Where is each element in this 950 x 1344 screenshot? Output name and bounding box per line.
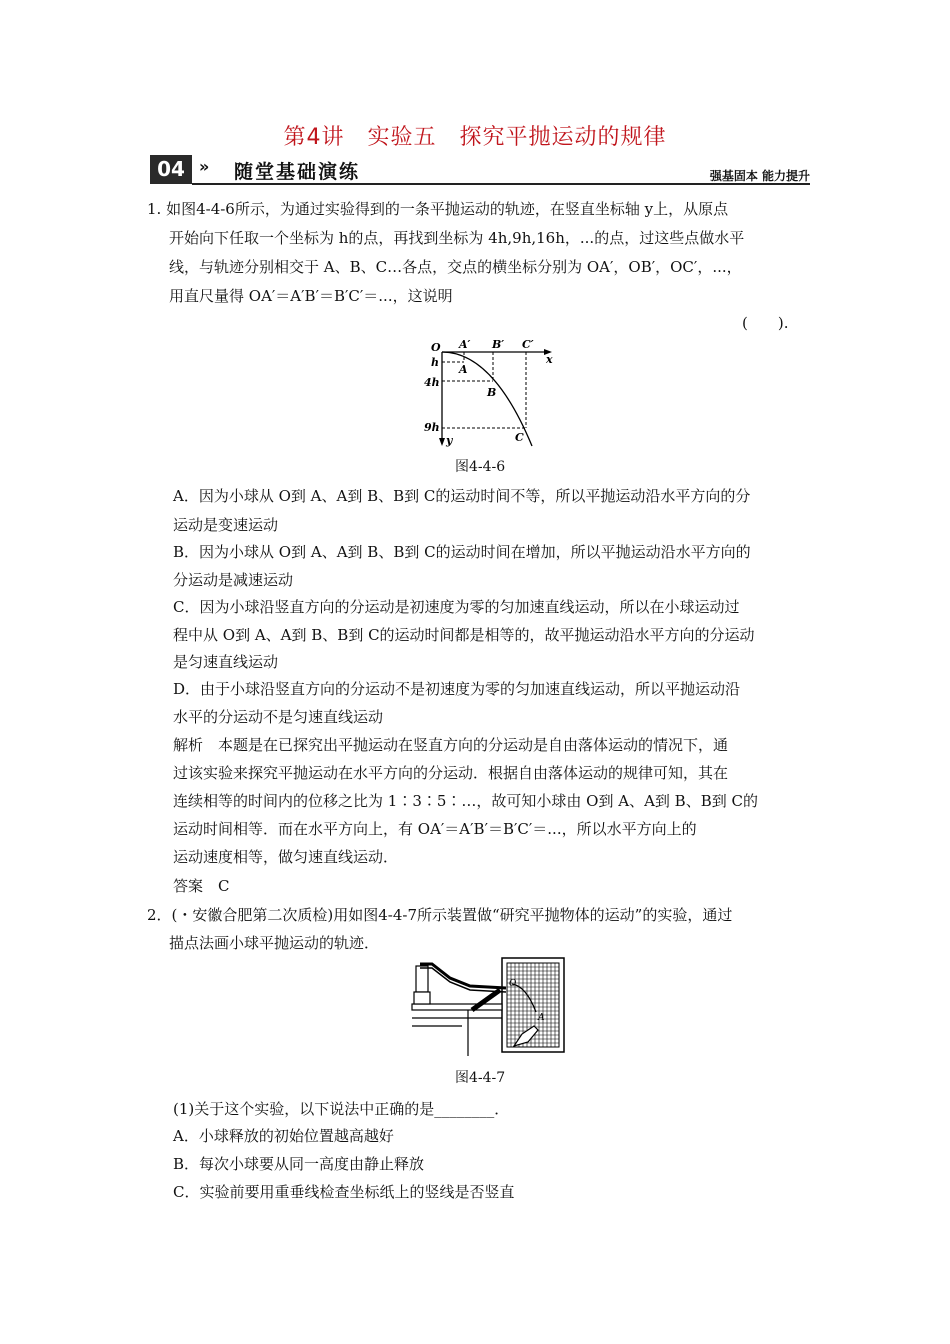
q1-option-b-line-2: 分运动是减速运动 [173, 571, 294, 589]
q1-answer: 答案 C [173, 877, 230, 895]
label-b: B [487, 386, 497, 399]
q1-option-c-line-1: C．因为小球沿竖直方向的分运动是初速度为零的匀加速直线运动，所以在小球运动过 [173, 598, 740, 616]
section-banner [150, 155, 810, 185]
q1-option-c-line-2: 程中从 O到 A、A到 B、B到 C的运动时间都是相等的，故平抛运动沿水平方向的分运动 [173, 626, 755, 644]
q2-option-a: A．小球释放的初始位置越高越好 [173, 1127, 394, 1145]
q1-analysis-line-1: 解析 本题是在已探究出平抛运动在竖直方向的分运动是自由落体运动的情况下，通 [173, 736, 729, 754]
label-x: x [546, 353, 553, 366]
q1-analysis-line-5: 运动速度相等，做匀速直线运动． [173, 848, 399, 866]
section-name: 随堂基础演练 [234, 161, 361, 183]
section-slogan: 强基固本 能力提升 [709, 169, 810, 183]
projection-lines [442, 352, 526, 428]
answer-paren: ( ). [742, 314, 789, 332]
label-b-prime: B′ [492, 338, 505, 351]
q1-option-c-line-3: 是匀速直线运动 [173, 653, 279, 671]
q2-sub-question-1: (1)关于这个实验，以下说法中正确的是________． [173, 1100, 510, 1118]
q2-option-b: B．每次小球要从同一高度由静止释放 [173, 1155, 425, 1173]
label-c: C [515, 431, 524, 444]
label-o: O [509, 979, 517, 989]
q1-option-a-line-1: A．因为小球从 O到 A、A到 B、B到 C的运动时间不等，所以平抛运动沿水平方向的分 [173, 487, 751, 505]
q1-option-b-line-1: B．因为小球从 O到 A、A到 B、B到 C的运动时间在增加，所以平抛运动沿水平方向的 [173, 543, 751, 561]
q2-option-c: C．实验前要用重垂线检查坐标纸上的竖线是否竖直 [173, 1183, 515, 1201]
label-4h: 4h [424, 376, 440, 389]
figure-4-4-6-caption: 图4-4-6 [455, 459, 506, 475]
q1-line-3: 线，与轨迹分别相交于 A、B、C…各点，交点的横坐标分别为 OA′，OB′，OC′，...， [169, 258, 742, 276]
label-o: O [431, 341, 441, 354]
q1-option-a-line-2: 运动是变速运动 [173, 516, 279, 534]
q1-line-1: 1. 如图4-4-6所示，为通过实验得到的一条平抛运动的轨迹，在竖直坐标轴 y上，从原点 [147, 200, 729, 218]
q1-analysis-line-2: 过该实验来探究平抛运动在水平方向的分运动．根据自由落体运动的规律可知，其在 [173, 764, 729, 782]
launch-track [420, 964, 506, 988]
q1-line-2: 开始向下任取一个坐标为 h的点，再找到坐标为 4h,9h,16h，...的点，过这些点做水平 [169, 229, 745, 247]
figure-4-4-7-caption: 图4-4-7 [455, 1070, 506, 1086]
q1-option-d-line-1: D．由于小球沿竖直方向的分运动不是初速度为零的匀加速直线运动，所以平抛运动沿 [173, 680, 741, 698]
q1-line-4: 用直尺量得 OA′＝A′B′＝B′C′＝...，这说明 [169, 287, 453, 305]
chevron-icon: » [199, 157, 210, 176]
label-a-prime: A′ [459, 338, 471, 351]
label-y: y [446, 434, 453, 447]
q2-line-2: 描点法画小球平抛运动的轨迹． [169, 934, 380, 952]
label-c-prime: C′ [522, 338, 534, 351]
q1-analysis-line-3: 连续相等的时间内的位移之比为 1∶3∶5∶…，故可知小球由 O到 A、A到 B、B到 C的 [173, 792, 758, 810]
figure-4-4-7 [410, 956, 570, 1056]
q1-analysis-line-4: 运动时间相等．而在水平方向上，有 OA′＝A′B′＝B′C′＝...，所以水平方向上的 [173, 820, 697, 838]
q2-line-1: 2．(・安徽合肥第二次质检)用如图4-4-7所示装置做“研究平抛物体的运动”的实验，通过 [147, 906, 733, 924]
label-9h: 9h [424, 421, 440, 434]
label-a: A [538, 1013, 545, 1023]
y-axis-arrow-icon [439, 438, 445, 446]
label-a: A [459, 363, 468, 376]
figure-4-4-6 [418, 336, 568, 450]
q1-option-d-line-2: 水平的分运动不是匀速直线运动 [173, 708, 384, 726]
page-title: 第4讲 实验五 探究平抛运动的规律 [283, 125, 667, 150]
section-number-badge: 04 [150, 155, 192, 184]
label-h: h [431, 356, 439, 369]
banner-rule [192, 183, 810, 185]
